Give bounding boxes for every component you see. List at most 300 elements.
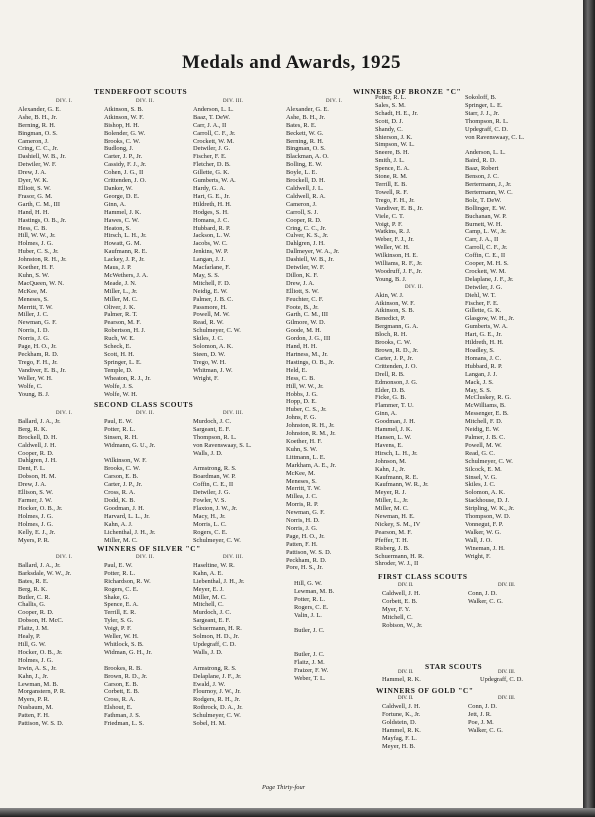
name-entry: Rogers, C. E. (294, 603, 329, 611)
name-entry: Updegraff, C. D. (480, 676, 524, 683)
name-entry: Garth, C. M., III (18, 200, 61, 208)
name-entry: Carter, J. P., Jr. (104, 153, 143, 161)
name-entry: Rogers, C. E. (104, 585, 139, 593)
name-entry: Williams, R. F., Jr. (375, 260, 423, 268)
name-entry: Jenkins, W. P. (193, 248, 229, 256)
name-entry: Sokoloff, B. (465, 94, 497, 101)
name-entry: Gordon, J. G., III (286, 335, 331, 343)
name-entry: Page, H. O., Jr. (286, 532, 325, 540)
name-entry: Richardson, R. W. (104, 577, 151, 585)
name-entry: Conn, J. D. (468, 703, 497, 710)
name-entry: Widman, G. H., Jr. (104, 648, 153, 656)
name-entry: Cring, C. C., Jr. (18, 145, 59, 153)
name-entry: Feuchter, C. F. (286, 295, 324, 303)
name-entry: Vandiver, E. B., Jr. (375, 204, 424, 212)
name-entry: Springer, L. E. (465, 101, 503, 109)
name-entry: Berning, R. H. (18, 121, 56, 129)
name-entry: Edmonson, J. G. (375, 378, 418, 386)
div-label: DIV. III. (223, 411, 244, 416)
name-entry: Sobel, H. M. (193, 720, 226, 728)
name-entry: Nickey, S. M., IV (375, 520, 421, 528)
name-entry: Wall, J. O. (465, 536, 492, 544)
name-entry: McKee, M. (286, 469, 316, 477)
name-entry: Watkins, R. J. (375, 228, 411, 236)
div-label: DIV. I. (56, 411, 73, 416)
gold-div3-column (468, 703, 583, 735)
name-entry: Alexander, G. E. (286, 105, 329, 113)
name-entry: Homans, J. C. (193, 216, 230, 224)
div-label: DIV. II. (136, 411, 155, 416)
name-entry: Tyler, S. G. (104, 617, 134, 625)
bronze-div3-column (465, 94, 583, 560)
name-entry: Bingman, O. S. (286, 145, 326, 153)
name-entry: Shroder, W. J., II (375, 560, 419, 568)
name-entry: Walker, C. G. (468, 597, 503, 605)
name-entry: Hobbs, J. G. (286, 390, 318, 398)
name-entry: Drew, J. A. (18, 169, 47, 177)
name-entry: Ashe, B. H., Jr. (18, 113, 58, 121)
name-entry: Drew, J. A. (286, 279, 315, 287)
name-entry: Scheck, E. (104, 343, 132, 351)
name-entry: Millea, J. C. (286, 493, 318, 501)
name-entry: Kahn, J., Jr. (375, 465, 406, 473)
div-label: DIV. III. (223, 555, 244, 560)
name-entry: Barksdale, W. W., Jr. (18, 569, 72, 577)
name-entry: Gillette, G. K. (193, 169, 230, 177)
name-entry: Pattison, W. S. D. (286, 548, 332, 556)
name-entry: Dallmeyer, W. A., Jr. (286, 248, 340, 256)
name-entry: Maus, J. P. (104, 264, 132, 272)
name-entry: Alexander, G. E. (18, 105, 61, 113)
name-entry: Peckham, R. D. (18, 351, 59, 358)
name-entry: Goodman, J. H. (104, 504, 145, 512)
name-entry: Miller, L., Jr. (375, 497, 409, 505)
page-number: Page Thirty-four (262, 784, 306, 791)
name-entry: Miller, L., Jr. (104, 287, 138, 295)
name-entry: Pfeffer, T. H. (375, 536, 409, 544)
name-entry: Powell, M. W. (193, 311, 230, 319)
name-entry: Young, B. J. (18, 390, 50, 398)
div-label: DIV. II. (405, 284, 424, 290)
name-entry: Whitlock, S. B. (104, 640, 144, 648)
name-entry: Jett, J. R. (468, 710, 492, 718)
name-entry: Crittenden, J. O. (104, 177, 147, 185)
name-entry: Kuhn, S. W. (18, 271, 50, 279)
name-entry: Blackman, A. O. (286, 153, 329, 161)
name-entry: Potter, R. L. (375, 94, 407, 101)
name-entry: Friedman, L. S. (104, 720, 144, 728)
name-entry: Read, G. C. (465, 449, 495, 457)
name-entry: Kahn, J., Jr. (18, 672, 49, 680)
name-entry: Sinsel, V. G. (465, 473, 497, 481)
name-entry: Ginn, A. (104, 200, 126, 208)
name-entry: Haseltine, W. R. (193, 561, 235, 569)
name-entry: Carr, J. A., II (193, 121, 227, 129)
name-entry: Fletcher, D. B. (193, 161, 231, 169)
name-entry: Terrill, E. B. (375, 180, 408, 188)
name-entry: Fischer, F. E. (193, 153, 227, 161)
name-entry: Solomon, A. K. (465, 489, 505, 497)
name-entry: Vonnegut, F. P. (465, 520, 504, 528)
name-entry: Risberg, J. B. (375, 544, 410, 552)
name-entry: Baaz, T. DeW. (193, 113, 230, 121)
name-entry: Rothrock, D. A., Jr. (193, 704, 243, 712)
div-label: DIV. II. (136, 99, 155, 104)
name-entry: Wineman, J. H. (465, 544, 505, 552)
name-entry: Pearson, M. F. (104, 319, 141, 327)
name-entry: Thompson, R. L. (193, 433, 237, 441)
name-entry: Hocker, O. B., Jr. (18, 648, 63, 656)
name-entry: Baaz, Robert (465, 165, 499, 173)
first-class-div3-column (468, 590, 583, 606)
name-entry: Glasgow, W. H., Jr. (465, 315, 515, 323)
name-entry: Walker, C. G. (468, 726, 503, 734)
name-entry: Weller, W. H. (18, 374, 53, 382)
name-entry: Cooper, R. D. (286, 216, 322, 224)
name-entry: Holmes, J. G. (18, 656, 53, 664)
name-entry: Lichenthal, J. H., Jr. (104, 528, 156, 536)
name-entry: Buchanan, W. P. (465, 212, 507, 220)
name-entry: Sales, S. M. (375, 101, 406, 109)
name-entry: Young, B. J. (375, 275, 407, 283)
name-entry: Howatt, G. M. (104, 240, 142, 248)
name-entry: Hammel, J. K. (375, 426, 413, 434)
name-entry: Myers, P. R. (18, 696, 50, 704)
name-entry: Myer, F. Y. (382, 605, 411, 613)
name-entry: Cameron, J. (286, 200, 317, 208)
name-entry: Simpson, W. L. (375, 141, 415, 149)
name-entry: Woodruff, J. F., Jr. (375, 267, 423, 275)
name-entry (294, 643, 412, 651)
name-entry: Fischer, F. E. (465, 299, 499, 307)
name-entry: Dodd, K. B. (104, 496, 136, 504)
name-entry: Kuhn, S. W. (286, 445, 318, 453)
name-entry: Flaitz, J. M. (18, 625, 49, 633)
name-entry: Hawes, C. W. (104, 216, 139, 224)
star-heading: STAR SCOUTS (425, 662, 483, 671)
name-entry: Shierson, J. K. (375, 133, 413, 141)
name-list (468, 590, 583, 606)
name-entry: Solmon, H. D., Jr. (193, 633, 240, 641)
name-entry: Fraizer, F. W. (294, 666, 329, 674)
name-entry: Flaxton, J. W., Jr. (193, 504, 238, 512)
name-entry: Skiles, J. C. (465, 481, 496, 489)
name-entry: Read, R. W. (193, 319, 224, 327)
name-entry: Flaitz, J. M. (294, 659, 325, 667)
name-entry: Cooper, M. H. S. (465, 260, 509, 268)
name-entry: Fowler, V. S. (193, 496, 227, 504)
name-entry: Brockell, D. H. (286, 177, 326, 185)
name-entry: Dobson, H. McC. (18, 617, 64, 625)
name-entry: Carson, E. B. (104, 680, 139, 688)
name-entry: Trego, F. H., Jr. (18, 358, 58, 366)
name-entry: Palmer, J. B. C. (193, 295, 234, 303)
name-entry: Murdoch, J. C. (193, 417, 232, 425)
name-entry: Hastings, O. B., Jr. (286, 358, 335, 366)
name-entry: Holmes, J. G. (18, 512, 53, 520)
name-entry: Trego, F. H., Jr. (375, 196, 415, 204)
name-entry: Newman, H. E. (375, 513, 415, 521)
name-entry: Goldstein, D. (382, 718, 417, 726)
name-entry: Norris, I. D. (18, 327, 50, 335)
name-entry: Ruch, W. E. (104, 335, 135, 343)
name-entry: May, S. S. (193, 271, 220, 279)
name-entry: Fathman, J. S. (104, 712, 141, 720)
name-entry: Elshout, E. (104, 704, 133, 712)
name-entry: Butler, J. C. (294, 651, 325, 659)
name-entry: Kelly, E. J., Jr. (18, 528, 56, 536)
name-entry: Rodgers, R. H., Jr. (193, 696, 241, 704)
name-entry: Wright, F. (193, 374, 219, 382)
name-entry: Merritt, T. W. (286, 485, 321, 493)
name-entry: Towell, R. F. (375, 188, 408, 196)
name-entry: Hand, H. H. (18, 208, 50, 216)
name-entry (465, 141, 583, 149)
name-entry: Merritt, T. W. (18, 303, 53, 311)
name-entry: Jacobs, W. C. (193, 240, 228, 248)
name-entry: Healy, P. (18, 633, 41, 641)
name-entry: Boyle, L. E. (286, 169, 318, 177)
name-entry: Hammel, R. K. (382, 726, 421, 734)
name-entry: Brown, R. D., Jr. (375, 347, 419, 354)
name-entry: Delaplane, J. F., Jr. (193, 672, 242, 680)
name-entry: Sneere, B. H. (375, 149, 410, 157)
name-entry: Kahn, A. E. (193, 569, 223, 577)
name-entry: Meyer, H. B. (382, 742, 416, 750)
name-entry: Johns, F. G. (286, 414, 317, 422)
name-entry: Meyer, E. J. (193, 585, 224, 593)
name-entry: Weller, W. H. (104, 633, 139, 641)
name-entry: Butler, C. R. (18, 593, 51, 601)
name-entry: Cross, R. A. (104, 489, 136, 497)
name-entry: Morris, L. C. (193, 520, 227, 528)
name-entry: Macy, H., Jr. (193, 512, 226, 520)
name-entry: Bertermann, J., Jr. (465, 180, 512, 188)
name-entry: Drell, R. B. (375, 370, 405, 378)
name-entry: Boardman, W. P. (193, 473, 236, 481)
name-entry: Valin, J. L. (294, 611, 322, 619)
name-entry: Murdoch, J. C. (193, 609, 232, 617)
name-entry: Hammel, J. K. (104, 208, 142, 216)
name-entry: Crockett, W. M. (193, 137, 235, 145)
name-entry: Patten, F. H. (286, 540, 318, 548)
name-entry: Miller, M. C. (104, 536, 138, 544)
name-entry: Johnston, R. M., Jr. (286, 430, 336, 438)
name-entry: Springer, L. E. (104, 358, 142, 366)
name-entry: Vandiver, E. B., Jr. (18, 366, 67, 374)
name-entry: Hildreth, H. H. (465, 339, 504, 347)
name-entry: Akin, W. J. (375, 291, 404, 299)
name-entry: Gillette, G. K. (465, 307, 502, 315)
name-entry: Corbett, E. B. (104, 688, 140, 696)
name-entry: Shake, G. (104, 593, 130, 601)
name-entry: Berning, R. H. (286, 137, 324, 145)
name-entry: Goodman, J. H. (375, 418, 416, 426)
name-entry: Flournoy, J. W., Jr. (193, 688, 241, 696)
name-entry: Bolender, G. W. (104, 129, 146, 137)
name-entry: Newman, G. F. (18, 319, 57, 327)
div-label: DIV. II. (398, 670, 414, 675)
name-entry: Irwin, A. S., Jr. (18, 664, 57, 672)
name-entry: Anderson, L. L. (193, 105, 234, 113)
name-entry: Cross, R. A. (104, 696, 136, 704)
name-entry: Solomon, A. K. (193, 343, 233, 351)
name-entry: Hill, G. W. (294, 580, 322, 587)
name-entry: Miller, M. C. (375, 505, 409, 513)
name-entry: Wheaton, R. J., Jr. (104, 374, 151, 382)
name-entry: Myers, P. R. (18, 536, 50, 544)
name-entry: Drew, J. A. (18, 481, 47, 489)
name-entry (294, 635, 412, 643)
name-entry: Hansen, L. W. (375, 433, 412, 441)
name-entry: Schulmeyer, C. W. (193, 327, 241, 335)
name-entry: Thompson, W. D. (465, 513, 511, 521)
page-title: Medals and Awards, 1925 (181, 52, 402, 73)
name-entry: Ficke, G. B. (375, 394, 407, 402)
name-entry: Hopp, D. E. (286, 398, 317, 406)
name-entry: Hirsch, L. H., Jr. (104, 232, 147, 240)
tenderfoot-heading: TENDERFOOT SCOUTS (94, 87, 188, 96)
name-entry: Paul, E. W. (104, 561, 133, 569)
name-entry: Pattison, W. S. D. (18, 720, 64, 728)
name-entry: Homans, J. C. (465, 354, 502, 362)
name-entry: Detwiler, J. G. (193, 489, 231, 497)
name-entry: Challis, G. (18, 601, 46, 609)
name-entry: Langan, J. J. (193, 256, 226, 264)
name-entry: Corbett, E. B. (382, 597, 418, 605)
name-entry: Mitchell, C. (193, 601, 224, 609)
name-entry: Norris, J. G. (286, 524, 318, 532)
name-entry: Starr, J. J., Jr. (465, 109, 500, 117)
name-entry: Atkinson, S. B. (375, 307, 415, 315)
name-entry: Spence, E. A. (375, 165, 410, 173)
name-entry: Oliver, J. K. (104, 303, 136, 311)
name-entry: Neidig, E. W. (193, 287, 228, 295)
name-entry: Lackey, J. P., Jr. (104, 256, 145, 264)
name-entry: Johnston, R. H., Jr. (286, 422, 335, 430)
name-entry: Holmes, J. G. (18, 240, 53, 248)
name-entry: Dashiell, W. B., Jr. (18, 153, 66, 161)
name-entry: Palmer, J. B. C. (465, 433, 506, 441)
name-entry: Schulmeyer, C. W. (193, 712, 241, 720)
name-entry: Armstrong, R. S. (193, 664, 237, 672)
name-entry: Wilkinson, H. E. (375, 252, 418, 260)
name-entry: Updegraff, C. D. (193, 640, 237, 648)
div-label: DIV. II. (136, 555, 155, 560)
name-entry: Hess, C. B. (18, 224, 47, 232)
name-entry: Carter, J. P., Jr. (375, 354, 414, 362)
name-entry: Steen, D. W. (193, 351, 226, 358)
name-entry: Lewman, M. B. (294, 587, 335, 595)
bronze-heading: WINNERS OF BRONZE "C" (353, 87, 462, 96)
name-entry: Potter, R. L. (104, 425, 136, 433)
name-entry: Bishop, H. H. (104, 121, 140, 129)
name-entry: Carroll, C. F., Jr. (465, 244, 508, 252)
name-entry: Carroll, S. J. (286, 208, 319, 216)
name-entry: Carson, E. B. (104, 473, 139, 481)
name-entry: Brooks, C. W. (375, 339, 412, 347)
name-entry: Wolfe, J. S. (104, 382, 134, 390)
name-entry: Bloch, R. H. (375, 331, 408, 339)
page-bottom-shadow (0, 808, 595, 817)
name-entry: Ballard, J. A., Jr. (18, 417, 61, 425)
name-entry: Garth, C. M., III (286, 311, 329, 319)
name-entry: Benedict, P. (375, 315, 406, 323)
name-entry: Jackson, L. W. (193, 232, 231, 240)
name-entry: Johnson, M. (375, 457, 407, 465)
name-entry: Berg, R. K. (18, 585, 48, 593)
name-entry: Meade, J. N. (104, 279, 137, 287)
name-entry: Caldwell, J. H. (382, 703, 421, 710)
name-entry: Cohen, J. G., II (104, 169, 144, 177)
name-entry: Nusbaum, M. (18, 704, 53, 712)
name-entry: Robertson, H. J. (104, 327, 146, 335)
name-entry: Miller, M. C. (193, 593, 227, 601)
name-entry: Cooper, R. D. (18, 449, 54, 457)
name-entry: Dashiell, W. B., Jr. (286, 256, 334, 264)
name-entry: Schadt, H. E., Jr. (375, 109, 418, 117)
name-entry: George, D. E. (104, 192, 140, 200)
name-entry: Ellison, S. W. (18, 489, 53, 497)
name-entry: Meneses, S. (18, 295, 49, 303)
name-entry: Morris, R. P. (286, 501, 319, 509)
name-entry: Hubbard, R. P. (193, 224, 231, 232)
name-entry: Page, H. O., Jr. (18, 343, 57, 351)
name-entry: Norris, H. D. (286, 517, 320, 525)
name-entry: Whitman, J. W. (193, 366, 233, 374)
name-entry: Palmer, R. T. (104, 311, 138, 319)
name-entry: Poe, J. M. (468, 718, 494, 726)
name-entry: Brockell, D. H. (18, 433, 58, 441)
name-entry: Pearson, M. F. (375, 528, 412, 536)
name-entry: Stripling, W. K., Jr. (465, 505, 515, 513)
name-entry: Mack, J. S. (465, 378, 494, 386)
name-entry: Neidig, E. W. (465, 426, 500, 434)
div-label: DIV. III. (498, 670, 515, 675)
name-entry: Flammer, T. U. (375, 402, 414, 410)
name-entry: Walker, W. G. (465, 528, 501, 536)
name-entry: Culver, K. S., Jr. (286, 232, 329, 240)
name-entry: Cassidy, F. J., Jr. (104, 161, 147, 169)
name-entry: Goode, M. H. (286, 327, 322, 335)
name-list (468, 703, 583, 735)
name-entry: Hildreth, H. H. (193, 200, 232, 208)
name-entry: Bergmann, G. A. (375, 323, 419, 331)
name-entry: Budlong, J. (104, 145, 134, 153)
name-entry: Sargeant, E. F. (193, 617, 231, 625)
name-entry: Kaufmann, R. E. (375, 473, 419, 481)
name-entry: Kaufmann, W. R., Jr. (375, 481, 429, 489)
name-entry: Bertermann, W. C. (465, 188, 513, 196)
name-entry: Johnston, R. H., Jr. (18, 256, 67, 264)
div-label: DIV. I. (56, 555, 73, 560)
name-entry: Hocker, O. B., Jr. (18, 504, 63, 512)
name-entry: Coffin, C. E., II (465, 252, 506, 260)
first-class-heading: FIRST CLASS SCOUTS (378, 572, 468, 581)
name-entry: Brooks, C. W. (104, 137, 141, 145)
name-entry: Mitchell, F. D. (193, 279, 231, 287)
name-entry: Wolfe, C. (18, 382, 43, 390)
name-entry: Ewald, J. W. (193, 680, 226, 688)
name-entry: Atkinson, S. B. (104, 105, 144, 113)
name-entry: Paul, E. W. (104, 417, 133, 425)
name-entry: Huber, C. S., Jr. (286, 406, 327, 414)
name-entry: Hill, G. W. (18, 640, 46, 648)
name-entry: Dahlgren, J. H. (18, 457, 57, 465)
gold-heading: WINNERS OF GOLD "C" (376, 686, 474, 695)
name-entry: Bingman, O. S. (18, 129, 58, 137)
name-entry: Carroll, C. F., Jr. (193, 129, 236, 137)
